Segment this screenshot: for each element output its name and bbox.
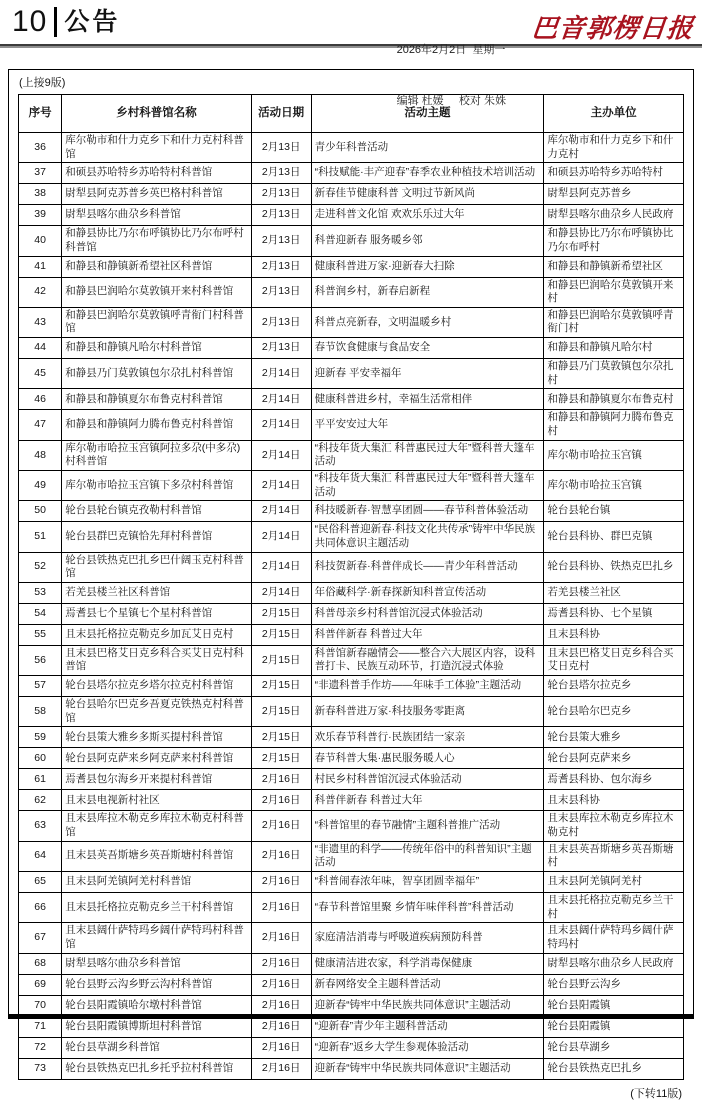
- cell-theme: “科普馆里的春节融情”主题科普推广活动: [311, 811, 544, 841]
- cell-date: 2月13日: [251, 163, 311, 184]
- cell-org: 和静县和静镇夏尔布鲁克村: [544, 389, 684, 410]
- cell-name: 轮台县铁热克巴扎乡托乎拉村科普馆: [62, 1058, 252, 1079]
- cell-name: 和硕县苏哈特乡苏哈特村科普馆: [62, 163, 252, 184]
- cell-theme: 科普润乡村，新春启新程: [311, 277, 544, 307]
- cell-no: 38: [19, 184, 62, 205]
- cell-org: 和静县和静镇阿力腾布鲁克村: [544, 410, 684, 440]
- cell-name: 库尔勒市和什力克乡下和什力克村科普馆: [62, 133, 252, 163]
- issue-staff: 编辑 杜媛 校对 朱姝: [396, 95, 506, 108]
- cell-theme: “迎新春”青少年主题科普活动: [311, 1016, 544, 1037]
- cell-theme: 科普伴新春 科普过大年: [311, 624, 544, 645]
- issue-info: [397, 6, 506, 144]
- table-row: [19, 256, 684, 277]
- cell-date: 2月16日: [251, 892, 311, 922]
- cell-theme: 平平安安过大年: [311, 410, 544, 440]
- table-row: [19, 277, 684, 307]
- table-row: [19, 501, 684, 522]
- table-row: [19, 410, 684, 440]
- cell-org: 焉耆县科协、七个星镇: [544, 603, 684, 624]
- cell-name: 和静县和静镇新希望社区科普馆: [62, 256, 252, 277]
- cell-date: 2月13日: [251, 205, 311, 226]
- cell-no: 62: [19, 790, 62, 811]
- table-row: [19, 645, 684, 675]
- cell-no: 61: [19, 769, 62, 790]
- cell-org: 且末县库拉木勒克乡库拉木勒克村: [544, 811, 684, 841]
- cell-name: 库尔勒市哈拉玉宫镇阿拉多尕(中多尕)村科普馆: [62, 440, 252, 470]
- cell-no: 63: [19, 811, 62, 841]
- cell-org: 和硕县苏哈特乡苏哈特村: [544, 163, 684, 184]
- cell-no: 69: [19, 974, 62, 995]
- cell-no: 42: [19, 277, 62, 307]
- cell-date: 2月14日: [251, 470, 311, 500]
- table-row: [19, 811, 684, 841]
- cell-date: 2月15日: [251, 727, 311, 748]
- continued-to-note: (下转11版): [630, 1087, 682, 1100]
- cell-date: 2月16日: [251, 811, 311, 841]
- cell-date: 2月15日: [251, 603, 311, 624]
- issue-date: 2026年2月2日 星期一: [396, 44, 506, 57]
- table-row: [19, 226, 684, 256]
- cell-date: 2月15日: [251, 748, 311, 769]
- table-row: [19, 1058, 684, 1079]
- table-row: [19, 205, 684, 226]
- cell-org: 且末县科协: [544, 624, 684, 645]
- cell-no: 66: [19, 892, 62, 922]
- cell-date: 2月16日: [251, 790, 311, 811]
- cell-theme: 科技暖新春·智慧享团圆——春节科普体验活动: [311, 501, 544, 522]
- cell-no: 55: [19, 624, 62, 645]
- table-row: [19, 133, 684, 163]
- cell-date: 2月13日: [251, 277, 311, 307]
- cell-theme: 春节饮食健康与食品安全: [311, 338, 544, 359]
- cell-date: 2月16日: [251, 871, 311, 892]
- masthead-divider: [54, 7, 57, 37]
- cell-org: 和静县乃门莫敦镇包尔尕扎村: [544, 359, 684, 389]
- table-row: [19, 184, 684, 205]
- cell-org: 和静县协比乃尔布呼镇协比乃尔布呼村: [544, 226, 684, 256]
- cell-date: 2月16日: [251, 841, 311, 871]
- cell-no: 43: [19, 307, 62, 337]
- cell-name: 轮台县策大雅乡多斯买提村科普馆: [62, 727, 252, 748]
- cell-org: 和静县巴润哈尔莫敦镇呼青衔门村: [544, 307, 684, 337]
- cell-name: 和静县巴润哈尔莫敦镇开来村科普馆: [62, 277, 252, 307]
- col-header-date: 活动日期: [251, 95, 311, 133]
- cell-date: 2月14日: [251, 522, 311, 552]
- cell-org: 库尔勒市哈拉玉宫镇: [544, 470, 684, 500]
- cell-org: 轮台县阳霞镇: [544, 995, 684, 1016]
- cell-org: 且末县阔什萨特玛乡阔什萨特玛村: [544, 923, 684, 953]
- cell-no: 71: [19, 1016, 62, 1037]
- cell-date: 2月13日: [251, 307, 311, 337]
- cell-name: 轮台县轮台镇克孜勒村科普馆: [62, 501, 252, 522]
- cell-org: 尉犁县喀尔曲尕乡人民政府: [544, 953, 684, 974]
- cell-no: 49: [19, 470, 62, 500]
- cell-date: 2月14日: [251, 501, 311, 522]
- cell-org: 尉犁县阿克苏普乡: [544, 184, 684, 205]
- cell-theme: 新春科普进万家·科技服务零距离: [311, 697, 544, 727]
- cell-no: 57: [19, 676, 62, 697]
- table-row: [19, 974, 684, 995]
- cell-name: 且末县阔什萨特玛乡阔什萨特玛村科普馆: [62, 923, 252, 953]
- cell-name: 焉耆县包尔海乡开来提村科普馆: [62, 769, 252, 790]
- cell-name: 且末县电视新村社区: [62, 790, 252, 811]
- cell-no: 36: [19, 133, 62, 163]
- cell-org: 和静县和静镇新希望社区: [544, 256, 684, 277]
- cell-name: 焉耆县七个星镇七个星村科普馆: [62, 603, 252, 624]
- cell-name: 轮台县铁热克巴扎乡巴什阔玉克村科普馆: [62, 552, 252, 582]
- cell-no: 70: [19, 995, 62, 1016]
- continued-from-note: (上接9版): [19, 77, 66, 89]
- cell-no: 72: [19, 1037, 62, 1058]
- cell-name: 且末县英吾斯塘乡英吾斯塘村科普馆: [62, 841, 252, 871]
- cell-date: 2月16日: [251, 974, 311, 995]
- cell-org: 焉耆县科协、包尔海乡: [544, 769, 684, 790]
- table-header-row: [19, 95, 684, 133]
- table-row: [19, 871, 684, 892]
- cell-name: 和静县和静镇阿力腾布鲁克村科普馆: [62, 410, 252, 440]
- cell-theme: 科普馆新春融情会——整合六大展区内容，设科普打卡、民族互动环节，打造沉浸式体验: [311, 645, 544, 675]
- table-row: [19, 338, 684, 359]
- cell-theme: 新春佳节健康科普 文明过节新风尚: [311, 184, 544, 205]
- cell-theme: 科普迎新春 服务暖乡邻: [311, 226, 544, 256]
- masthead-left: [12, 6, 120, 38]
- cell-no: 60: [19, 748, 62, 769]
- cell-org: 和静县巴润哈尔莫敦镇开来村: [544, 277, 684, 307]
- cell-name: 轮台县群巴克镇恰先拜村科普馆: [62, 522, 252, 552]
- cell-theme: 健康科普进乡村，幸福生活常相伴: [311, 389, 544, 410]
- cell-org: 轮台县阳霞镇: [544, 1016, 684, 1037]
- cell-no: 73: [19, 1058, 62, 1079]
- cell-name: 轮台县野云沟乡野云沟村科普馆: [62, 974, 252, 995]
- table-row: [19, 163, 684, 184]
- cell-theme: 科普母亲乡村科普馆沉浸式体验活动: [311, 603, 544, 624]
- cell-name: 轮台县塔尔拉克乡塔尔拉克村科普馆: [62, 676, 252, 697]
- cell-date: 2月15日: [251, 645, 311, 675]
- cell-org: 尉犁县喀尔曲尕乡人民政府: [544, 205, 684, 226]
- cell-name: 且末县巴格艾日克乡科合买艾日克村科普馆: [62, 645, 252, 675]
- table-row: [19, 892, 684, 922]
- cell-theme: 新春网络安全主题科普活动: [311, 974, 544, 995]
- table-row: [19, 697, 684, 727]
- cell-no: 67: [19, 923, 62, 953]
- cell-date: 2月16日: [251, 923, 311, 953]
- table-row: [19, 440, 684, 470]
- cell-org: 轮台县草湖乡: [544, 1037, 684, 1058]
- cell-no: 48: [19, 440, 62, 470]
- cell-theme: 健康科普进万家·迎新春大扫除: [311, 256, 544, 277]
- cell-date: 2月16日: [251, 1016, 311, 1037]
- newspaper-logo: 巴音郭楞日报: [530, 14, 696, 44]
- cell-name: 尉犁县喀尔曲尕乡科普馆: [62, 953, 252, 974]
- table-row: [19, 522, 684, 552]
- cell-theme: “非遗科普手作坊——年味手工体验”主题活动: [311, 676, 544, 697]
- cell-org: 轮台县塔尔拉克乡: [544, 676, 684, 697]
- cell-no: 51: [19, 522, 62, 552]
- table-row: [19, 953, 684, 974]
- cell-no: 41: [19, 256, 62, 277]
- page-number: 10: [12, 5, 48, 38]
- table-row: [19, 841, 684, 871]
- cell-theme: “非遗里的科学——传统年俗中的科普知识”主题活动: [311, 841, 544, 871]
- cell-no: 37: [19, 163, 62, 184]
- cell-theme: 科技贺新春·科普伴成长——青少年科普活动: [311, 552, 544, 582]
- cell-no: 54: [19, 603, 62, 624]
- cell-org: 轮台县野云沟乡: [544, 974, 684, 995]
- cell-name: 若羌县楼兰社区科普馆: [62, 582, 252, 603]
- cell-date: 2月14日: [251, 359, 311, 389]
- cell-no: 58: [19, 697, 62, 727]
- cell-theme: “迎新春”返乡大学生参观体验活动: [311, 1037, 544, 1058]
- cell-theme: 年俗藏科学·新春探新知科普宣传活动: [311, 582, 544, 603]
- cell-name: 轮台县草湖乡科普馆: [62, 1037, 252, 1058]
- cell-theme: 家庭清洁消毒与呼吸道疾病预防科普: [311, 923, 544, 953]
- table-body: [19, 133, 684, 1080]
- col-header-organizer: 主办单位: [544, 95, 684, 133]
- cell-no: 68: [19, 953, 62, 974]
- cell-name: 轮台县阿克萨来乡阿克萨来村科普馆: [62, 748, 252, 769]
- cell-name: 且末县托格拉克勒克乡加瓦艾日克村: [62, 624, 252, 645]
- cell-date: 2月14日: [251, 389, 311, 410]
- table-row: [19, 624, 684, 645]
- cell-date: 2月15日: [251, 676, 311, 697]
- cell-name: 库尔勒市哈拉玉宫镇下多尕村科普馆: [62, 470, 252, 500]
- cell-date: 2月16日: [251, 953, 311, 974]
- table-row: [19, 470, 684, 500]
- col-header-index: 序号: [19, 95, 62, 133]
- table-row: [19, 582, 684, 603]
- cell-theme: “科技年货大集汇 科普惠民过大年”暨科普大篷车活动: [311, 470, 544, 500]
- cell-org: 且末县英吾斯塘乡英吾斯塘村: [544, 841, 684, 871]
- cell-org: 轮台县铁热克巴扎乡: [544, 1058, 684, 1079]
- cell-org: 且末县阿羌镇阿羌村: [544, 871, 684, 892]
- cell-date: 2月13日: [251, 133, 311, 163]
- table-row: [19, 769, 684, 790]
- cell-date: 2月15日: [251, 624, 311, 645]
- table-row: [19, 552, 684, 582]
- section-title: 公告: [64, 8, 121, 36]
- table-row: [19, 1037, 684, 1058]
- table-row: [19, 1016, 684, 1037]
- cell-name: 和静县协比乃尔布呼镇协比乃尔布呼村科普馆: [62, 226, 252, 256]
- cell-name: 和静县和静镇凡哈尔村科普馆: [62, 338, 252, 359]
- cell-theme: “科技年货大集汇 科普惠民过大年”暨科普大篷车活动: [311, 440, 544, 470]
- cell-no: 46: [19, 389, 62, 410]
- cell-no: 47: [19, 410, 62, 440]
- cell-theme: 健康清洁进农家，科学消毒保健康: [311, 953, 544, 974]
- table-row: [19, 389, 684, 410]
- col-header-theme: 活动主题: [311, 95, 544, 133]
- cell-date: 2月16日: [251, 995, 311, 1016]
- cell-date: 2月13日: [251, 184, 311, 205]
- cell-no: 65: [19, 871, 62, 892]
- cell-org: 轮台县哈尔巴克乡: [544, 697, 684, 727]
- cell-name: 和静县和静镇夏尔布鲁克村科普馆: [62, 389, 252, 410]
- cell-no: 59: [19, 727, 62, 748]
- cell-name: 尉犁县喀尔曲尕乡科普馆: [62, 205, 252, 226]
- cell-org: 轮台县策大雅乡: [544, 727, 684, 748]
- table-row: [19, 790, 684, 811]
- cell-org: 轮台县轮台镇: [544, 501, 684, 522]
- cell-org: 且末县托格拉克勒克乡兰干村: [544, 892, 684, 922]
- cell-org: 和静县和静镇凡哈尔村: [544, 338, 684, 359]
- cell-name: 且末县托格拉克勒克乡兰干村科普馆: [62, 892, 252, 922]
- cell-name: 和静县乃门莫敦镇包尔尕扎村科普馆: [62, 359, 252, 389]
- cell-theme: “科普闹春浓年味，智享团圆幸福年”: [311, 871, 544, 892]
- cell-no: 56: [19, 645, 62, 675]
- cell-theme: 春节科普大集·惠民服务暖人心: [311, 748, 544, 769]
- cell-name: 和静县巴润哈尔莫敦镇呼青衔门村科普馆: [62, 307, 252, 337]
- cell-theme: 迎新春 平安幸福年: [311, 359, 544, 389]
- cell-name: 轮台县哈尔巴克乡吾夏克铁热克村科普馆: [62, 697, 252, 727]
- table-row: [19, 923, 684, 953]
- cell-no: 64: [19, 841, 62, 871]
- cell-no: 52: [19, 552, 62, 582]
- cell-org: 且末县巴格艾日克乡科合买艾日克村: [544, 645, 684, 675]
- cell-theme: 迎新春“铸牢中华民族共同体意识”主题活动: [311, 1058, 544, 1079]
- cell-theme: “春节科普馆里聚 乡情年味伴科普”科普活动: [311, 892, 544, 922]
- table-row: [19, 676, 684, 697]
- cell-org: 轮台县科协、铁热克巴扎乡: [544, 552, 684, 582]
- cell-date: 2月16日: [251, 769, 311, 790]
- cell-theme: 欢乐春节科普行·民族团结一家亲: [311, 727, 544, 748]
- cell-date: 2月13日: [251, 226, 311, 256]
- cell-name: 轮台县阳霞镇博斯坦村科普馆: [62, 1016, 252, 1037]
- table-row: [19, 748, 684, 769]
- cell-name: 轮台县阳霞镇哈尔墩村科普馆: [62, 995, 252, 1016]
- cell-date: 2月13日: [251, 338, 311, 359]
- table-row: [19, 995, 684, 1016]
- cell-theme: “科技赋能·丰产迎春”春季农业种植技术培训活动: [311, 163, 544, 184]
- cell-theme: 科普点亮新春，文明温暖乡村: [311, 307, 544, 337]
- cell-org: 库尔勒市哈拉玉宫镇: [544, 440, 684, 470]
- cell-org: 轮台县科协、群巴克镇: [544, 522, 684, 552]
- cell-org: 轮台县阿克萨来乡: [544, 748, 684, 769]
- cell-org: 库尔勒市和什力克乡下和什力克村: [544, 133, 684, 163]
- cell-name: 且末县阿羌镇阿羌村科普馆: [62, 871, 252, 892]
- cell-org: 且末县科协: [544, 790, 684, 811]
- cell-name: 尉犁县阿克苏普乡英巴格村科普馆: [62, 184, 252, 205]
- table-row: [19, 359, 684, 389]
- cell-theme: 迎新春“铸牢中华民族共同体意识”主题活动: [311, 995, 544, 1016]
- cell-no: 53: [19, 582, 62, 603]
- cell-date: 2月14日: [251, 440, 311, 470]
- table-row: [19, 727, 684, 748]
- cell-date: 2月16日: [251, 1058, 311, 1079]
- cell-theme: 科普伴新春 科普过大年: [311, 790, 544, 811]
- cell-no: 44: [19, 338, 62, 359]
- cell-no: 50: [19, 501, 62, 522]
- cell-name: 且末县库拉木勒克乡库拉木勒克村科普馆: [62, 811, 252, 841]
- cell-date: 2月14日: [251, 552, 311, 582]
- notice-board: [8, 69, 694, 1100]
- cell-theme: 走进科普文化馆 欢欢乐乐过大年: [311, 205, 544, 226]
- science-venue-table: [18, 94, 684, 1080]
- cell-no: 39: [19, 205, 62, 226]
- cell-theme: 村民乡村科普馆沉浸式体验活动: [311, 769, 544, 790]
- cell-date: 2月16日: [251, 1037, 311, 1058]
- cell-no: 45: [19, 359, 62, 389]
- cell-no: 40: [19, 226, 62, 256]
- col-header-venue: 乡村科普馆名称: [62, 95, 252, 133]
- cell-date: 2月13日: [251, 256, 311, 277]
- cell-org: 若羌县楼兰社区: [544, 582, 684, 603]
- table-row: [19, 307, 684, 337]
- cell-theme: 青少年科普活动: [311, 133, 544, 163]
- cell-theme: “民俗科普迎新春·科技文化共传承”铸牢中华民族共同体意识主题活动: [311, 522, 544, 552]
- cell-date: 2月14日: [251, 410, 311, 440]
- cell-date: 2月14日: [251, 582, 311, 603]
- table-row: [19, 603, 684, 624]
- cell-date: 2月15日: [251, 697, 311, 727]
